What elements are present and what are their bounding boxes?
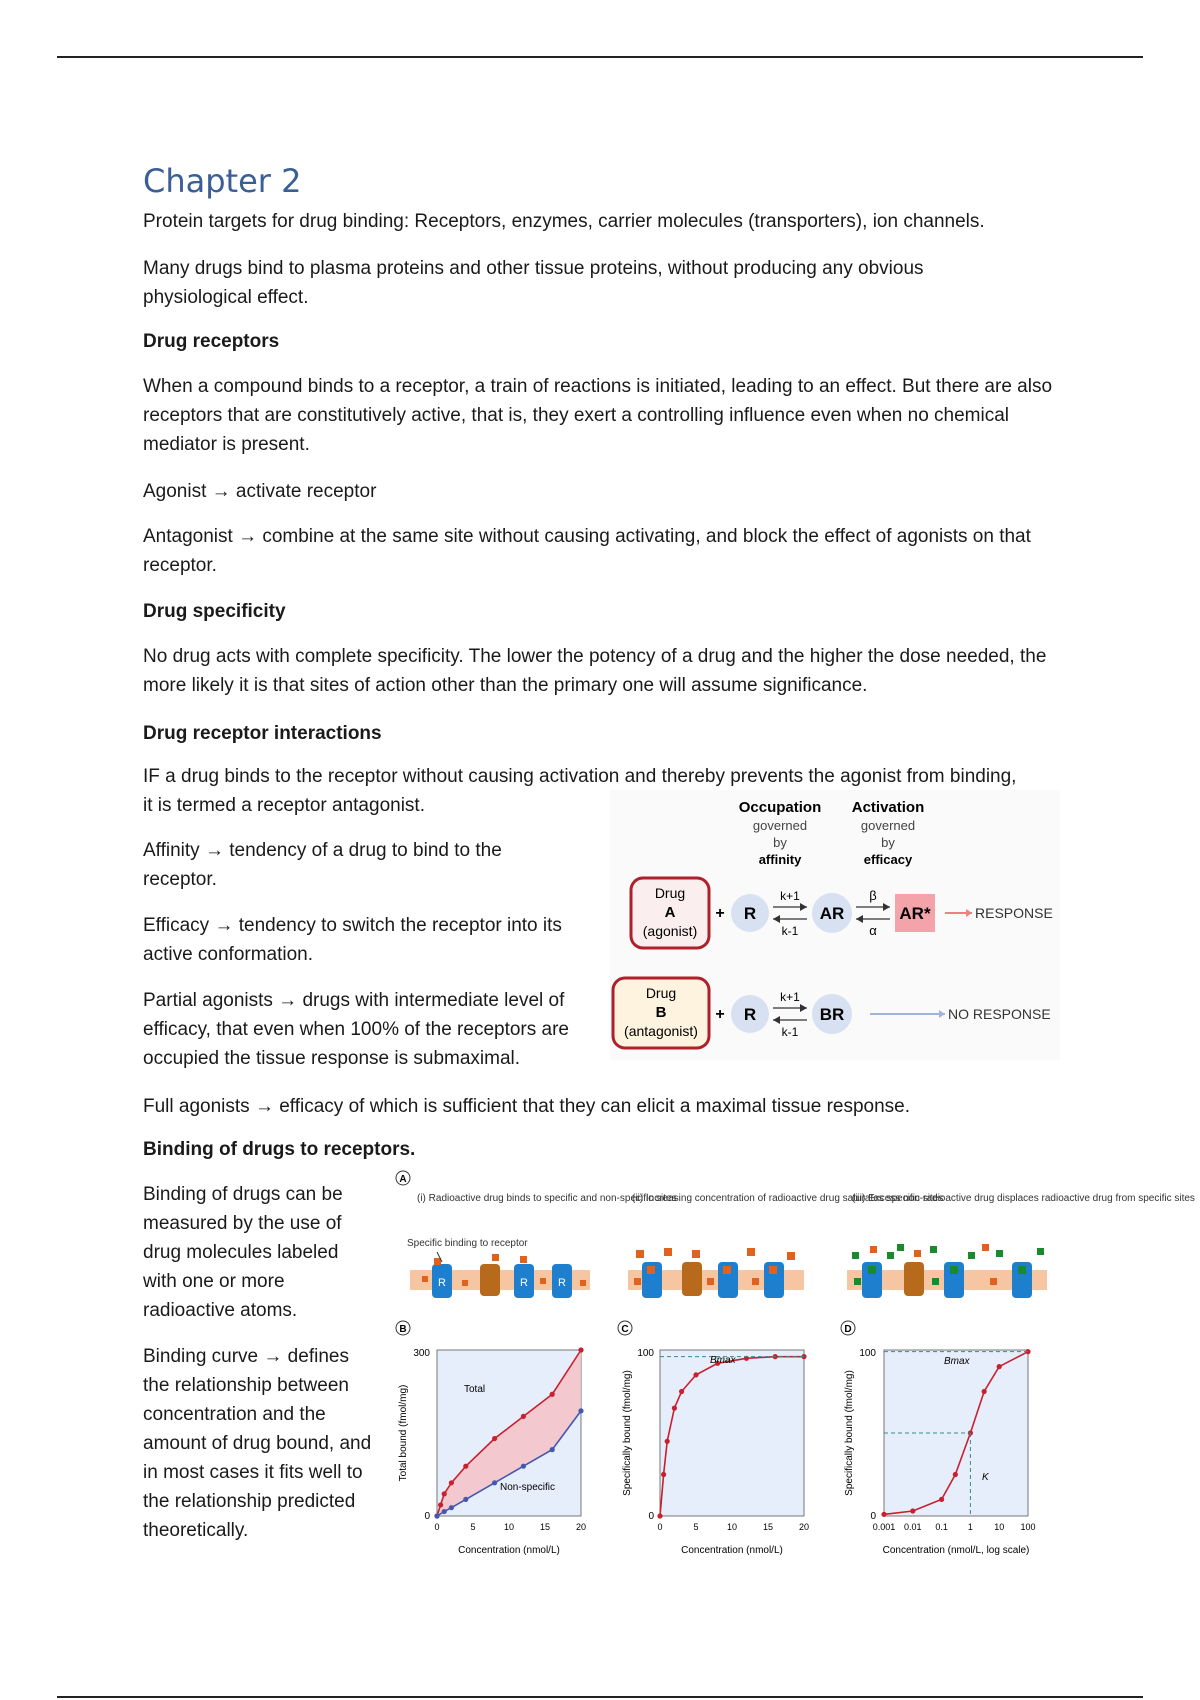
response-label: RESPONSE [975,905,1053,921]
partial-agonists-definition: Partial agonists → drugs with intermediate level of efficacy, that even when 100% of the receptors are occupied the tissue response is submaximal. [143,990,569,1069]
panel-d-xlabel: Concentration (nmol/L, log scale) [882,1545,1030,1556]
data-point [449,1505,454,1510]
x-tick-label: 5 [693,1522,699,1532]
x-tick-label: 0.001 [872,1522,896,1532]
panel-b-zero: 0 [424,1511,430,1522]
plus-b: + [715,1006,725,1023]
panel-a-ii-caption: (ii) Increasing concentration of radioactive drug saturates specific sites [632,1193,944,1204]
data-point [578,1347,583,1352]
ar-active-label: AR* [899,904,931,923]
total-label: Total [464,1384,486,1395]
specific-binding-label: Specific binding to receptor [407,1238,528,1249]
bottom-rule [57,1696,1143,1698]
data-point [442,1509,447,1514]
k-plus-a: k+1 [780,889,800,903]
data-point [657,1513,662,1518]
binding-body-2: Binding curve → defines the relationship between concentration and the amount of drug bound, and in most cases it fits well to the relationship predicted theoretically. [143,1346,372,1541]
top-rule [57,56,1143,58]
drug-b-line-3: (antagonist) [624,1023,698,1039]
x-tick-label: 20 [575,1522,587,1532]
data-point [463,1464,468,1469]
drug-a-line-3: (agonist) [642,923,698,939]
data-point [578,1408,583,1413]
data-point [492,1436,497,1441]
drug-b-line-1: Drug [645,985,677,1001]
intro-paragraph-2: Many drugs bind to plasma proteins and other tissue proteins, without producing any obvious physiological effect. [143,258,924,308]
binding-diagram [392,1168,1195,1558]
panel-c-bmax: Bmax [710,1355,736,1366]
panel-c-xlabel: Concentration (nmol/L) [681,1545,783,1556]
panel-d-bmax: Bmax [944,1356,970,1367]
agonist-definition: Agonist → activate receptor [143,481,377,502]
data-point [939,1497,944,1502]
occupation-heading: Occupation [738,799,822,816]
drug-a-line-1: Drug [654,885,686,901]
panel-d [841,1321,1036,1556]
nonspecific-label: Non-specific [500,1482,556,1493]
full-agonists-definition: Full agonists → efficacy of which is sufficient that they can elicit a maximal tissue response. [143,1096,911,1117]
intro-paragraph-1: Protein targets for drug binding: Receptors, enzymes, carrier molecules (transporters), ion channels. [143,211,985,232]
panel-b-xlabel: Concentration (nmol/L) [458,1545,560,1556]
receptor-r-3: R [558,1277,566,1289]
panel-c-ymax: 100 [637,1348,654,1359]
x-tick-label: 20 [798,1522,810,1532]
drug-b-line-2: B [655,1004,667,1021]
data-point [434,1513,439,1518]
panel-a-i-caption: (i) Radioactive drug binds to specific and non-specific sites [417,1193,677,1204]
panel-a-iii-caption: (iii) Excess non-radioactive drug displaces radioactive drug from specific sites [852,1193,1195,1204]
data-point [521,1464,526,1469]
panel-d-ymax: 100 [859,1348,876,1359]
panel-d-k: K [982,1472,989,1483]
data-point [449,1480,454,1485]
chapter-title: Chapter 2 [143,162,302,200]
data-point [550,1392,555,1397]
x-tick-label: 15 [762,1522,774,1532]
receptor-r-2: R [520,1277,528,1289]
data-point [997,1364,1002,1369]
heading-drug-receptor-interactions: Drug receptor interactions [143,723,382,744]
receptor-r-1: R [438,1277,446,1289]
data-point [910,1508,915,1513]
x-tick-label: 0 [434,1522,440,1532]
x-tick-label: 5 [470,1522,476,1532]
k-minus-b: k-1 [781,1025,799,1039]
panel-b-ylabel: Total bound (fmol/mg) [398,1384,409,1482]
data-point [438,1502,443,1507]
heading-drug-receptors: Drug receptors [143,331,280,352]
data-point [442,1491,447,1496]
heading-drug-specificity: Drug specificity [143,601,286,622]
x-tick-label: 10 [726,1522,738,1532]
efficacy-label: efficacy [863,852,913,867]
panel-c [618,1321,809,1556]
x-tick-label: 10 [503,1522,515,1532]
panel-d-zero: 0 [870,1511,876,1522]
receptors-body: When a compound binds to a receptor, a train of reactions is initiated, leading to an effect. But there are also receptors that are constitutively active, that is, they exert a controlling influence even when no chemical mediator is present. [143,376,1053,455]
receptor-r-b-label: R [743,1005,757,1024]
antagonist-definition: Antagonist → combine at the same site without causing activating, and block the effect of agonists on that receptor. [143,526,1031,576]
data-point [492,1480,497,1485]
panel-d-label: D [844,1324,852,1335]
beta-label: β [869,888,877,903]
receptor-r-a-label: R [743,904,757,923]
data-point [953,1472,958,1477]
panel-a-label: A [399,1174,407,1185]
activation-by: by [881,835,895,850]
alpha-label: α [869,923,877,938]
activation-heading: Activation [851,799,925,816]
interactions-body: IF a drug binds to the receptor without causing activation and thereby prevents the agonist from binding, it is termed a receptor antagonist. [143,766,1017,816]
panel-c-ylabel: Specifically bound (fmol/mg) [622,1370,633,1496]
data-point [881,1512,886,1517]
data-point [693,1372,698,1377]
k-plus-b: k+1 [780,990,800,1004]
affinity-label: affinity [758,852,802,867]
panel-d-ylabel: Specifically bound (fmol/mg) [844,1370,855,1496]
x-tick-label: 0 [657,1522,663,1532]
data-point [661,1472,666,1477]
heading-binding-of-drugs: Binding of drugs to receptors. [143,1139,416,1160]
drug-a-line-2: A [664,904,676,921]
occupation-governed: governed [752,818,808,833]
br-label: BR [819,1005,845,1024]
data-point [672,1406,677,1411]
data-point [679,1389,684,1394]
binding-body-1: Binding of drugs can be measured by the use of drug molecules labeled with one or more radioactive atoms. [143,1184,343,1321]
x-tick-label: 0.01 [904,1522,922,1532]
no-response-label: NO RESPONSE [948,1006,1051,1022]
activation-governed: governed [860,818,916,833]
data-point [982,1389,987,1394]
data-point [521,1414,526,1419]
ar-label: AR [819,904,845,923]
data-point [463,1497,468,1502]
x-tick-label: 15 [539,1522,551,1532]
occupation-activation-diagram [610,790,1060,1060]
efficacy-definition: Efficacy → tendency to switch the receptor into its active conformation. [143,915,562,965]
panel-b-ymax: 300 [413,1348,430,1359]
x-tick-label: 10 [994,1522,1005,1532]
x-tick-label: 100 [1020,1522,1036,1532]
panel-b [396,1321,586,1556]
k-minus-a: k-1 [781,924,799,938]
affinity-definition: Affinity → tendency of a drug to bind to the receptor. [143,840,502,890]
specificity-body: No drug acts with complete specificity. The lower the potency of a drug and the higher the dose needed, the more likely it is that sites of action other than the primary one will assume significance. [143,646,1047,696]
x-tick-label: 1 [967,1522,973,1532]
plus-a: + [715,905,725,922]
data-point [550,1447,555,1452]
x-tick-label: 0.1 [935,1522,948,1532]
panel-c-label: C [621,1324,629,1335]
panel-b-label: B [399,1324,407,1335]
panel-a-iii [847,1193,1195,1298]
occupation-by: by [773,835,787,850]
panel-c-zero: 0 [648,1511,654,1522]
data-point [665,1439,670,1444]
